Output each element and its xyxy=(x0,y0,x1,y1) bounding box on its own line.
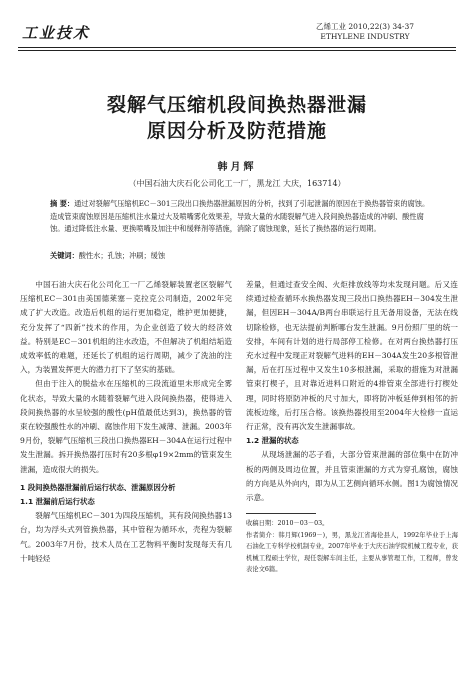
abstract-label: 摘 要： xyxy=(50,199,75,208)
keywords xyxy=(50,250,430,263)
body-column-right xyxy=(246,278,458,576)
paragraph: 差量，但通过查安全阀、火炬排放线等均未发现问题。后又连续通过检查循环水换热器发现三段出口换热器EH－304发生泄漏，但因EH－304A/B两台串联运行且无备用设备，无法在线切除检修，也无法提前判断哪台发生泄漏。9月份照厂里的统一安排，车间有计划的进行局部停工检修。在对两台换热器打压充水过程中发现正对裂解气进料的EH－304A发生20多根管泄漏，后在打压过程中又发生10多根泄漏，采取的措施为对泄漏管束打楔子，且对靠近进料口附近的4排管束全部进行打楔处理，同时将原防冲板的尺寸加大，即将防冲板延伸到相邻的折流板边缘，后打压合格。该换热器投用至2004年大检修一直运行正常，没有再次发生泄漏事故。 xyxy=(246,280,458,432)
keywords-text: 酸性水；孔蚀；冲刷；缓蚀 xyxy=(78,251,166,260)
author-name: 韩月辉 xyxy=(217,162,257,173)
footnote-author-bio: 作者简介：韩月辉(1969－)，男，黑龙江省海伦县人，1992年毕业于上海石油化工专科学校机制专业，2007年毕业于大庆石油学院机械工程专业，获机械工程硕士学位，现任裂解车间主任，主要从事管理工作，工程师，曾发表论文6篇。 xyxy=(246,531,458,574)
author-affiliation: （中国石油大庆石化公司化工一厂，黑龙江 大庆，163714） xyxy=(128,179,346,188)
journal-section-name: 工业技术 xyxy=(22,24,91,42)
abstract-text: 通过对裂解气压缩机EC－301三段出口换热器泄漏原因的分析，找到了引起泄漏的原因在于换热器管束的腐蚀。造成管束腐蚀原因是压缩机注水量过大及喷嘴雾化效果差，导致大量的水随裂解气进入段间换热器造成的冲刷、酸性腐蚀。通过降低注水量、更换喷嘴及加注中和缓释剂等措施，消除了腐蚀现象，延长了换热器的运行周期。 xyxy=(50,199,430,233)
body-column-left xyxy=(20,278,232,566)
abstract xyxy=(50,198,430,236)
citation-text: 乙烯工业 2010,22(3) 34-37 xyxy=(315,22,415,31)
journal-citation xyxy=(280,22,450,42)
title-line-1: 裂解气压缩机段间换热器泄漏 xyxy=(106,94,367,116)
paragraph: 中国石油大庆石化公司化工一厂乙烯裂解装置老区裂解气压缩机EC－301由美国德莱塞－克拉克公司制造，2002年完成了扩大改造。改造后机组的运行更加稳定，维护更加便捷，充分发挥了“四新”技术的作用，为企业创造了较大的经济效益。特别是EC－301机组的注水改造，不但解决了机组结垢造成效率低的难题，还延长了机组的运行周期，减少了洗油的注入，为装置发挥更大的潜力打下了坚实的基础。 xyxy=(20,280,232,375)
footnote-received: 收稿日期：2010－03－03。 xyxy=(246,520,329,528)
footnote-rule xyxy=(246,513,316,514)
keywords-label: 关键词： xyxy=(50,251,79,260)
subsection-heading: 1.1 泄漏前后运行状态 xyxy=(20,497,95,507)
paragraph: 但由于注入的脱盐水在压缩机的三段流道里未形成完全雾化状态，导致大量的水随着裂解气进入段间换热器，使得进入段间换热器的水呈较强的酸性(pH值最低达到3)，换热器的管束在较强酸性水的冲刷、腐蚀作用下发生减薄、泄漏。2003年9月份，裂解气压缩机三段出口换热器EH－304A在运行过程中发生泄漏。拆开换热器打压时有20多根φ19×2mm的管束发生泄漏，造成很大的损失。 xyxy=(20,379,232,474)
paragraph: 裂解气压缩机EC－301为四段压缩机，其有段间换热器13台，均为浮头式列管换热器，其中管程为循环水，壳程为裂解气。2003年7月份，技术人员在工艺物料平衡时发现每天有几十吨轻烃 xyxy=(20,511,232,563)
header-rule xyxy=(18,47,456,48)
section-heading: 1 段间换热器泄漏前后运行状态、泄漏原因分析 xyxy=(20,482,176,492)
subsection-heading: 1.2 泄漏的状态 xyxy=(246,436,299,446)
paragraph: 从现场泄漏的芯子看，大部分管束泄漏的部位集中在防冲板的两侧及周边位置，并且管束泄漏的方式为穿孔腐蚀，腐蚀的方向是从外向内，即为从工艺侧向循环水侧。图1为腐蚀情况示意。 xyxy=(246,450,458,503)
title-line-2: 原因分析及防范措施 xyxy=(146,120,327,142)
header-rule-thin xyxy=(18,50,456,51)
journal-english-name: ETHYLENE INDUSTRY xyxy=(320,32,410,41)
